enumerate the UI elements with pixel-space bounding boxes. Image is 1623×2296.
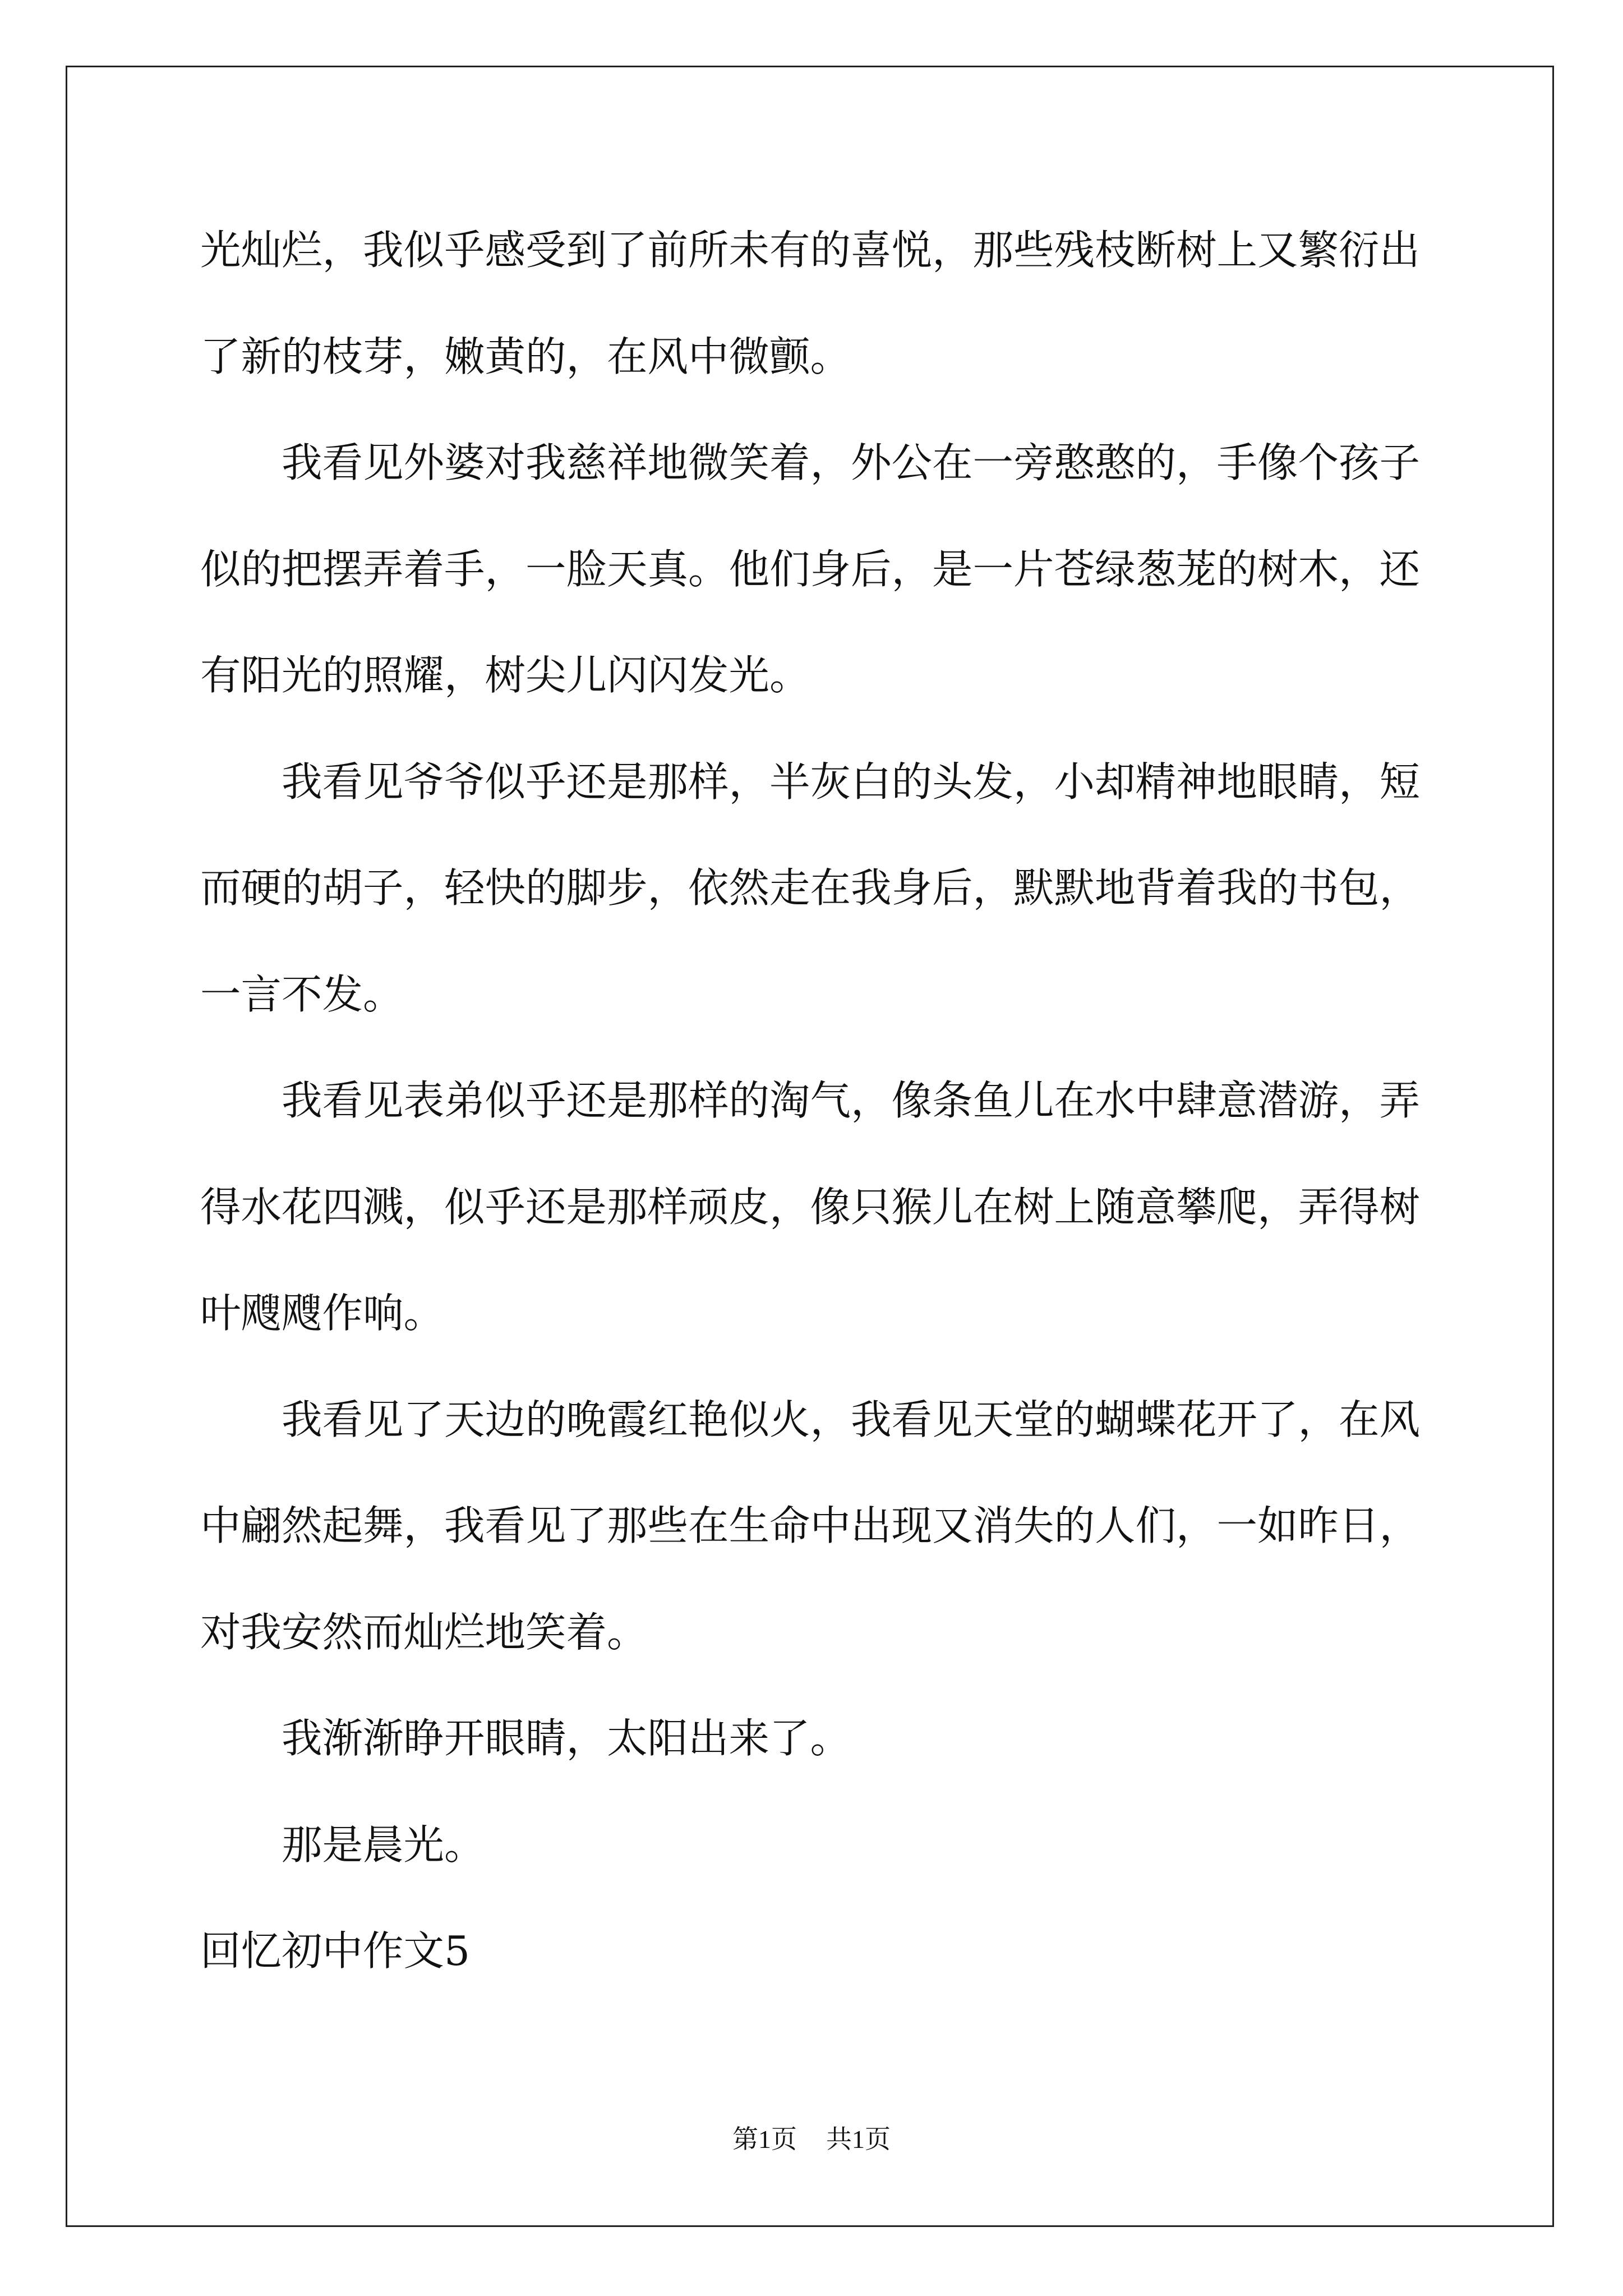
paragraph-4 — [200, 1048, 1490, 1368]
document-body — [200, 198, 1490, 2005]
paragraph-1 — [200, 198, 1490, 411]
page-total: 共1页 — [826, 2125, 891, 2154]
text-line: 了新的枝芽，嫩黄的，在风中微颤。 — [200, 333, 851, 381]
text-line: 得水花四溅，似乎还是那样顽皮，像只猴儿在树上随意攀爬，弄得树 — [200, 1184, 1420, 1231]
text-line: 我看见爷爷似乎还是那样，半灰白的头发，小却精神地眼睛，短 — [282, 758, 1420, 806]
text-line: 中翩然起舞，我看见了那些在生命中出现又消失的人们，一如昨日， — [200, 1503, 1420, 1550]
text-line: 而硬的胡子，轻快的脚步，依然走在我身后，默默地背着我的书包， — [200, 865, 1420, 912]
text-line: 对我安然而灿烂地笑着。 — [200, 1609, 648, 1657]
text-line: 光灿烂，我似乎感受到了前所未有的喜悦，那些残枝断树上又繁衍出 — [200, 227, 1420, 274]
text-line: 我渐渐睁开眼睛，太阳出来了。 — [282, 1715, 851, 1763]
paragraph-3 — [200, 730, 1490, 1049]
page-footer — [0, 2125, 1623, 2154]
section-heading: 回忆初中作文5 — [200, 1928, 471, 1975]
paragraph-2 — [200, 411, 1490, 730]
text-line: 我看见外婆对我慈祥地微笑着，外公在一旁憨憨的，手像个孩子 — [282, 440, 1420, 487]
text-line: 叶飕飕作响。 — [200, 1290, 444, 1337]
text-line: 那是晨光。 — [282, 1821, 485, 1869]
paragraph-7 — [200, 1793, 1490, 1899]
page-number: 第1页 — [732, 2125, 797, 2154]
text-line: 我看见了天边的晚霞红艳似火，我看见天堂的蝴蝶花开了，在风 — [282, 1396, 1420, 1444]
paragraph-5 — [200, 1368, 1490, 1687]
paragraph-6 — [200, 1686, 1490, 1793]
text-line: 我看见表弟似乎还是那样的淘气，像条鱼儿在水中肆意潜游，弄 — [282, 1078, 1420, 1125]
text-line: 一言不发。 — [200, 971, 404, 1019]
text-line: 似的把摆弄着手，一脸天真。他们身后，是一片苍绿葱茏的树木，还 — [200, 546, 1420, 593]
text-line: 有阳光的照耀，树尖儿闪闪发光。 — [200, 652, 810, 700]
